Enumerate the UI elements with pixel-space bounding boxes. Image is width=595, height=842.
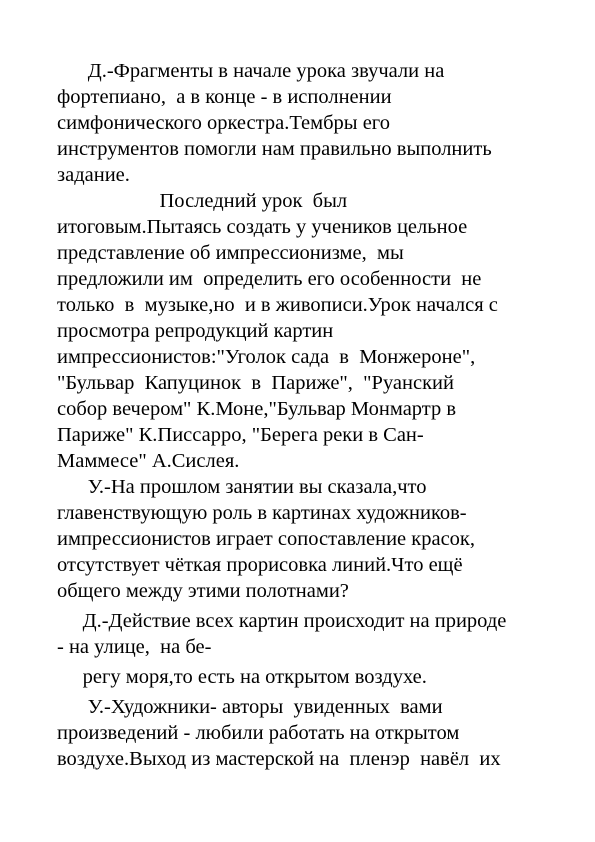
text-line: произведений - любили работать на открытом xyxy=(57,722,460,744)
text-line: только в музыке,но и в живописи.Урок начался с xyxy=(57,294,498,316)
text-line: задание. xyxy=(57,164,130,186)
text-line: регу моря,то есть на открытом воздухе. xyxy=(57,666,427,688)
text-line: Маммесе" А.Сислея. xyxy=(57,450,240,472)
text-line: импрессионистов:"Уголок сада в Монжероне", xyxy=(57,346,476,368)
text-line: итоговым.Пытаясь создать у учеников цельное xyxy=(57,216,468,238)
text-line: импрессионистов играет сопоставление красок, xyxy=(57,528,476,550)
text-line: симфонического оркестра.Тембры его xyxy=(57,112,390,134)
text-line: отсутствует чёткая прорисовка линий.Что ещё xyxy=(57,554,463,576)
text-line: инструментов помогли нам правильно выполнить xyxy=(57,138,492,160)
text-line: собор вечером" К.Моне,"Бульвар Монмартр в xyxy=(57,398,457,420)
text-line: У.-Художники- авторы увиденных вами xyxy=(57,696,443,718)
text-line: общего между этими полотнами? xyxy=(57,580,349,602)
text-line: Париже" К.Писсарро, "Берега реки в Сан- xyxy=(57,424,424,446)
text-line: - на улице, на бе- xyxy=(57,636,212,658)
text-line: Последний урок был xyxy=(57,190,348,212)
text-line: У.-На прошлом занятии вы сказала,что xyxy=(57,476,427,498)
text-line: Д.-Фрагменты в начале урока звучали на xyxy=(57,60,445,82)
text-line: фортепиано, а в конце - в исполнении xyxy=(57,86,392,108)
text-line: представление об импрессионизме, мы xyxy=(57,242,404,264)
text-line: Д.-Действие всех картин происходит на природе xyxy=(57,610,507,632)
text-line: просмотра репродукций картин xyxy=(57,320,334,342)
text-line: главенствующую роль в картинах художников- xyxy=(57,502,467,524)
text-line: "Бульвар Капуцинок в Париже", "Руанский xyxy=(57,372,454,394)
text-line: воздухе.Выход из мастерской на пленэр навёл их xyxy=(57,748,501,770)
text-line: предложили им определить его особенности не xyxy=(57,268,482,290)
